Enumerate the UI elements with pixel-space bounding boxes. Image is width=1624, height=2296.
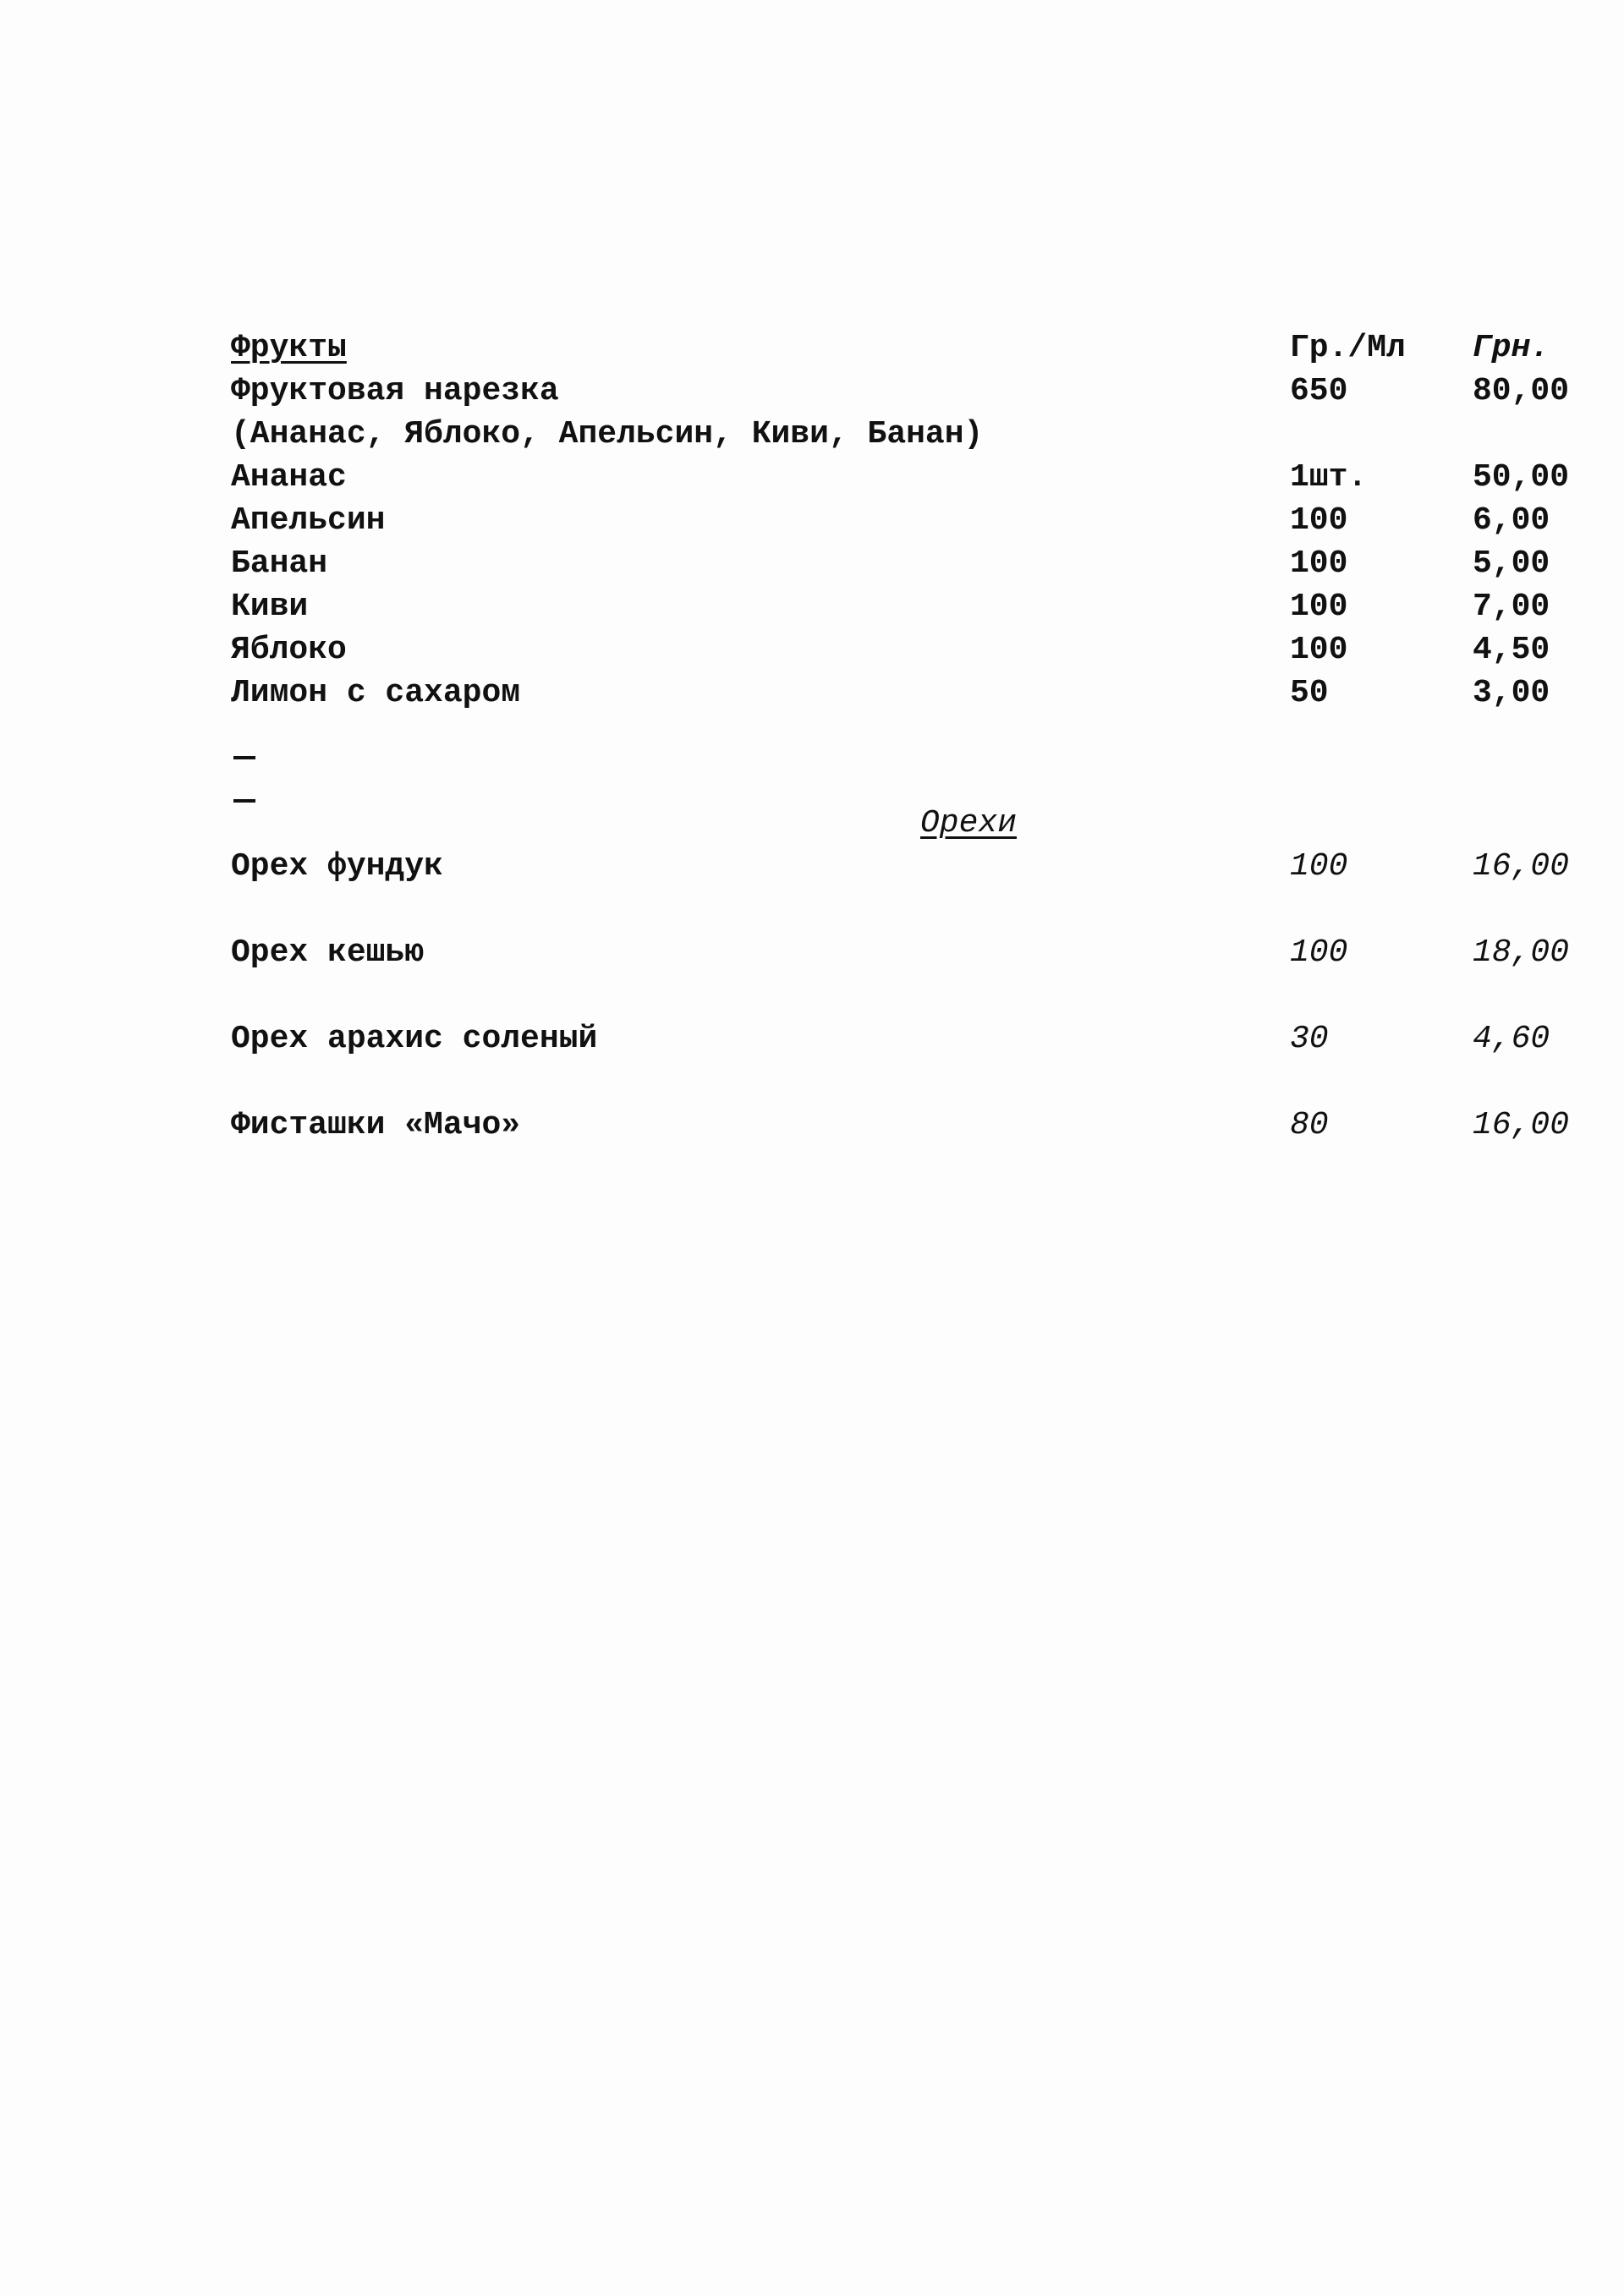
price-column-header: Грн. (1473, 330, 1550, 366)
nut-item-weight: 80 (1290, 1107, 1329, 1143)
fruit-item-price: 80,00 (1473, 373, 1570, 409)
nut-item-price: 16,00 (1473, 1107, 1570, 1143)
fruit-item-name: Банан (231, 545, 328, 582)
fruit-item-name: Лимон с сахаром (231, 675, 521, 711)
nut-item-name: Орех фундук (231, 848, 443, 885)
nut-item-name: Фисташки «Мачо» (231, 1107, 521, 1143)
fruit-item-name: Яблоко (231, 632, 347, 668)
nut-item-name: Орех кешью (231, 934, 425, 971)
nut-item-weight: 100 (1290, 848, 1348, 885)
fruit-item-price: 50,00 (1473, 459, 1570, 496)
fruit-item-name: Апельсин (231, 502, 386, 539)
nut-item-weight: 30 (1290, 1021, 1329, 1057)
nuts-section-title: Орехи (920, 805, 1018, 841)
fruit-item-price: 3,00 (1473, 675, 1550, 711)
nut-item-name: Орех арахис соленый (231, 1021, 598, 1057)
fruit-item-name: Киви (231, 589, 309, 625)
fruit-item-price: 7,00 (1473, 589, 1550, 625)
fruit-item-weight: 50 (1290, 675, 1329, 711)
fruit-item-price: 4,50 (1473, 632, 1550, 668)
nut-item-weight: 100 (1290, 934, 1348, 971)
fruit-item-weight: 1шт. (1290, 459, 1368, 496)
fruit-item-price: 6,00 (1473, 502, 1550, 539)
fruit-item-name: Фруктовая нарезка (231, 373, 559, 409)
separator-dash (233, 799, 255, 803)
nut-item-price: 18,00 (1473, 934, 1570, 971)
fruit-item-weight: 100 (1290, 632, 1348, 668)
fruit-item-weight: 650 (1290, 373, 1348, 409)
fruit-item-price: 5,00 (1473, 545, 1550, 582)
weight-column-header: Гр./Мл (1290, 330, 1406, 366)
fruit-item-weight: 100 (1290, 589, 1348, 625)
nut-item-price: 16,00 (1473, 848, 1570, 885)
fruit-item-name: Ананас (231, 459, 347, 496)
nut-item-price: 4,60 (1473, 1021, 1550, 1057)
separator-dash (233, 756, 255, 759)
fruit-item-composition: (Ананас, Яблоко, Апельсин, Киви, Банан) (231, 416, 984, 452)
fruits-section-title: Фрукты (231, 330, 347, 366)
fruit-item-weight: 100 (1290, 545, 1348, 582)
fruit-item-weight: 100 (1290, 502, 1348, 539)
